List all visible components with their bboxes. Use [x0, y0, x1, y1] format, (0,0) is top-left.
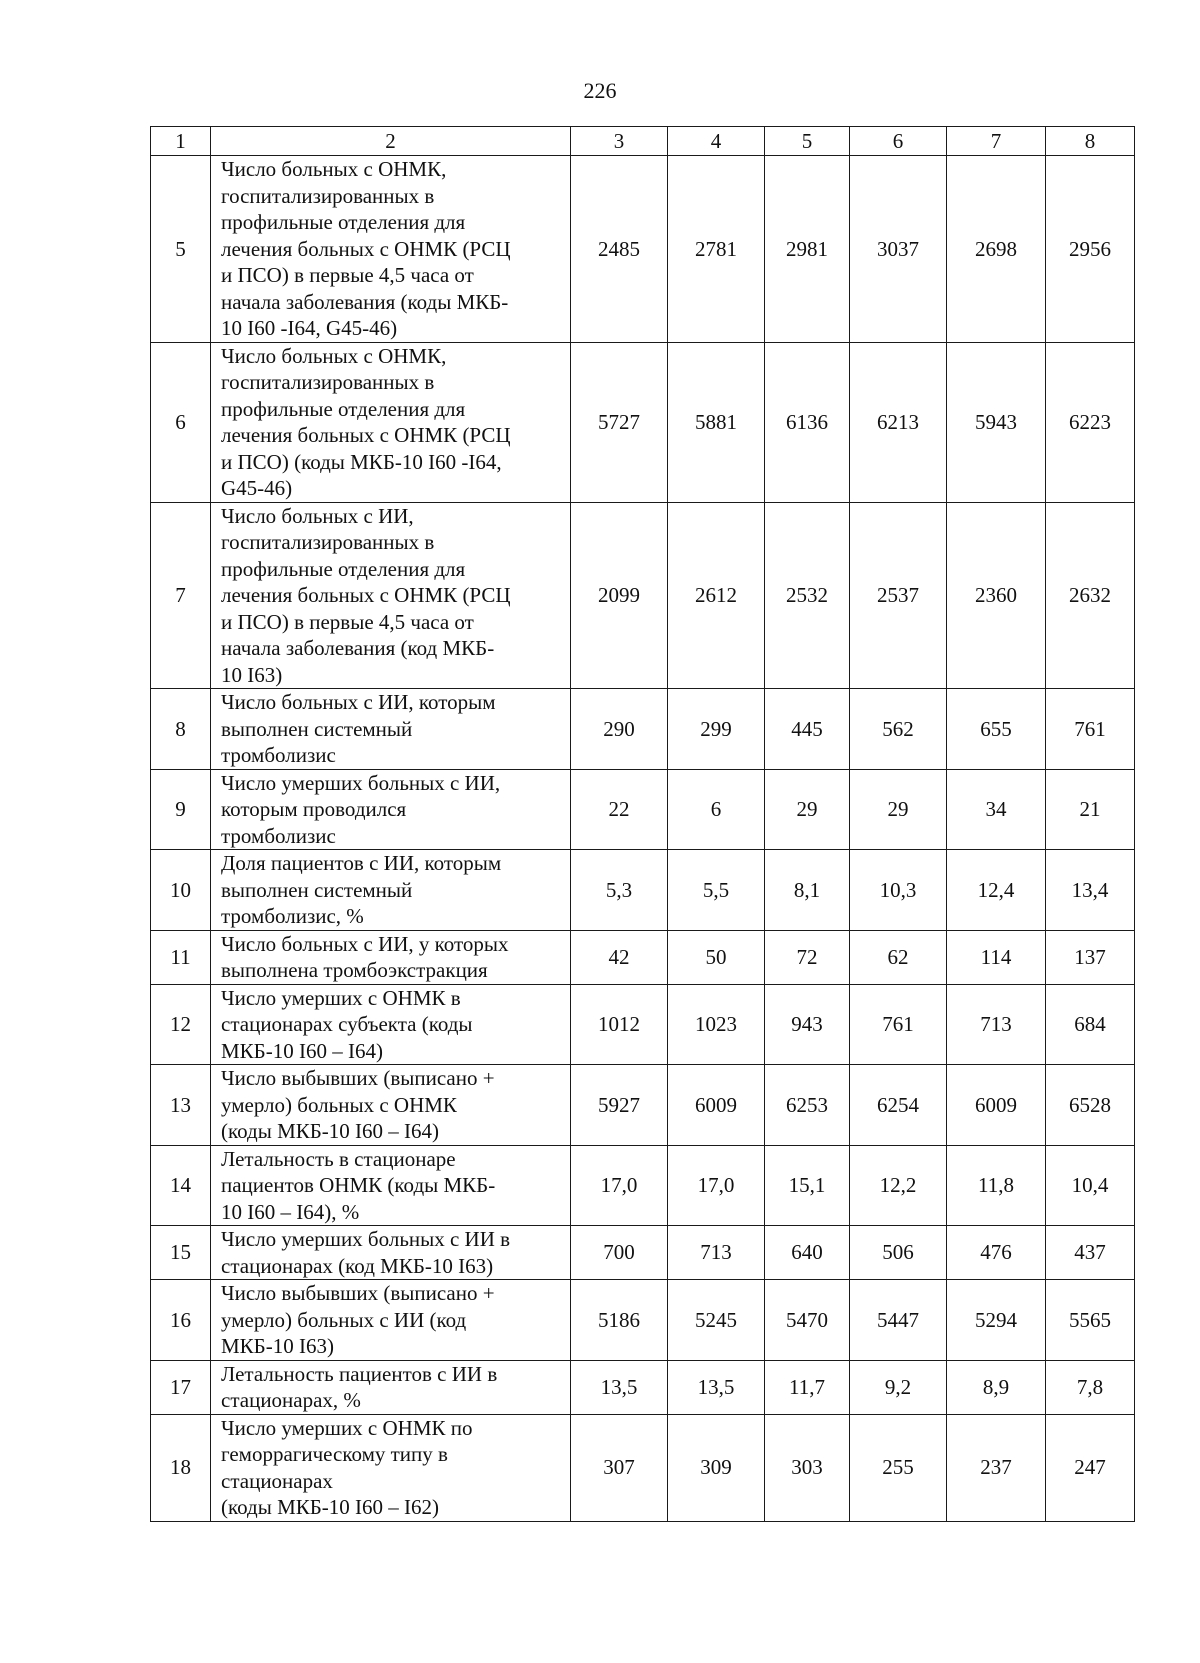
value-cell: 2956 — [1046, 156, 1135, 343]
description-line: профильные отделения для — [221, 556, 466, 581]
description-line: стационарах субъекта (коды — [221, 1012, 473, 1036]
row-number-cell: 7 — [151, 502, 211, 689]
header-cell: 1 — [151, 127, 211, 156]
description-line: стационарах, % — [221, 1388, 361, 1412]
row-number-cell: 13 — [151, 1065, 211, 1146]
value-cell: 255 — [850, 1414, 947, 1521]
table-row — [151, 1065, 1135, 1146]
value-cell: 5447 — [850, 1280, 947, 1361]
description-line: Число умерших с ОНМК по — [221, 1415, 473, 1440]
value-cell: 2612 — [668, 502, 765, 689]
value-cell: 713 — [947, 984, 1046, 1065]
table-row — [151, 930, 1135, 984]
description-line: умерло) больных с ИИ (код — [221, 1307, 467, 1332]
table-row — [151, 1414, 1135, 1521]
row-number-cell: 5 — [151, 156, 211, 343]
description-line: лечения больных с ОНМК (РСЦ — [221, 236, 511, 261]
value-cell: 17,0 — [571, 1145, 668, 1226]
description-line: 10 I60 -I64, G45-46) — [221, 316, 398, 340]
value-cell: 476 — [947, 1226, 1046, 1280]
value-cell: 9,2 — [850, 1360, 947, 1414]
value-cell: 13,5 — [571, 1360, 668, 1414]
row-number-cell: 10 — [151, 850, 211, 931]
value-cell: 6528 — [1046, 1065, 1135, 1146]
value-cell: 761 — [850, 984, 947, 1065]
row-number-cell: 8 — [151, 689, 211, 770]
value-cell: 2532 — [765, 502, 850, 689]
value-cell: 303 — [765, 1414, 850, 1521]
value-cell: 11,7 — [765, 1360, 850, 1414]
table-row — [151, 502, 1135, 689]
indicator-description-cell — [211, 1145, 571, 1226]
indicator-description-cell — [211, 502, 571, 689]
indicator-description-cell — [211, 1360, 571, 1414]
value-cell: 1023 — [668, 984, 765, 1065]
description-line: умерло) больных с ОНМК — [221, 1092, 457, 1117]
value-cell: 943 — [765, 984, 850, 1065]
page-number: 226 — [583, 78, 617, 103]
table-row — [151, 689, 1135, 770]
value-cell: 114 — [947, 930, 1046, 984]
row-number-cell: 17 — [151, 1360, 211, 1414]
description-line: (коды МКБ-10 I60 – I62) — [221, 1495, 440, 1519]
value-cell: 5294 — [947, 1280, 1046, 1361]
value-cell: 5186 — [571, 1280, 668, 1361]
value-cell: 13,4 — [1046, 850, 1135, 931]
value-cell: 2698 — [947, 156, 1046, 343]
description-line: выполнен системный — [221, 877, 413, 902]
value-cell: 309 — [668, 1414, 765, 1521]
value-cell: 562 — [850, 689, 947, 770]
value-cell: 2781 — [668, 156, 765, 343]
value-cell: 2981 — [765, 156, 850, 343]
indicator-description-cell — [211, 1226, 571, 1280]
value-cell: 6213 — [850, 342, 947, 502]
value-cell: 299 — [668, 689, 765, 770]
value-cell: 6009 — [668, 1065, 765, 1146]
indicator-description-cell — [211, 1414, 571, 1521]
value-cell: 237 — [947, 1414, 1046, 1521]
value-cell: 6136 — [765, 342, 850, 502]
description-line: Число больных с ОНМК, — [221, 343, 447, 368]
value-cell: 17,0 — [668, 1145, 765, 1226]
value-cell: 12,4 — [947, 850, 1046, 931]
value-cell: 8,1 — [765, 850, 850, 931]
value-cell: 62 — [850, 930, 947, 984]
table-row — [151, 984, 1135, 1065]
row-number-cell: 15 — [151, 1226, 211, 1280]
description-line: и ПСО) (коды МКБ-10 I60 -I64, — [221, 449, 502, 474]
value-cell: 5927 — [571, 1065, 668, 1146]
value-cell: 50 — [668, 930, 765, 984]
value-cell: 761 — [1046, 689, 1135, 770]
description-line: тромболизис — [221, 743, 336, 767]
value-cell: 2099 — [571, 502, 668, 689]
value-cell: 11,8 — [947, 1145, 1046, 1226]
value-cell: 3037 — [850, 156, 947, 343]
description-line: Число больных с ОНМК, — [221, 157, 447, 181]
row-number-cell: 16 — [151, 1280, 211, 1361]
description-line: МКБ-10 I63) — [221, 1334, 334, 1358]
value-cell: 5,3 — [571, 850, 668, 931]
value-cell: 7,8 — [1046, 1360, 1135, 1414]
value-cell: 2485 — [571, 156, 668, 343]
value-cell: 640 — [765, 1226, 850, 1280]
description-line: G45-46) — [221, 476, 293, 500]
value-cell: 5565 — [1046, 1280, 1135, 1361]
indicator-description-cell — [211, 156, 571, 343]
description-line: тромболизис, % — [221, 904, 364, 928]
table-body — [151, 127, 1135, 1522]
header-row — [151, 127, 1135, 156]
value-cell: 2632 — [1046, 502, 1135, 689]
description-line: геморрагическому типу в — [221, 1442, 448, 1466]
description-line: Доля пациентов с ИИ, которым — [221, 851, 502, 875]
value-cell: 29 — [765, 769, 850, 850]
value-cell: 1012 — [571, 984, 668, 1065]
description-line: начала заболевания (код МКБ- — [221, 636, 495, 660]
description-line: тромболизис — [221, 823, 336, 848]
value-cell: 700 — [571, 1226, 668, 1280]
description-line: и ПСО) в первые 4,5 часа от — [221, 263, 474, 287]
description-line: Число умерших с ОНМК в — [221, 985, 461, 1010]
description-line: профильные отделения для — [221, 396, 466, 421]
description-line: (коды МКБ-10 I60 – I64) — [221, 1119, 440, 1143]
description-line: стационарах (код МКБ-10 I63) — [221, 1253, 494, 1278]
description-line: выполнен системный — [221, 716, 413, 741]
header-cell: 2 — [211, 127, 571, 156]
description-line: Число больных с ИИ, у которых — [221, 931, 509, 956]
value-cell: 2360 — [947, 502, 1046, 689]
header-cell: 6 — [850, 127, 947, 156]
value-cell: 6253 — [765, 1065, 850, 1146]
description-line: и ПСО) в первые 4,5 часа от — [221, 609, 474, 634]
value-cell: 684 — [1046, 984, 1135, 1065]
table-row — [151, 1145, 1135, 1226]
description-line: госпитализированных в — [221, 530, 435, 554]
value-cell: 42 — [571, 930, 668, 984]
description-line: 10 I60 – I64), % — [221, 1199, 360, 1224]
description-line: начала заболевания (коды МКБ- — [221, 289, 509, 314]
table-row — [151, 769, 1135, 850]
value-cell: 29 — [850, 769, 947, 850]
value-cell: 506 — [850, 1226, 947, 1280]
value-cell: 5,5 — [668, 850, 765, 931]
table-row — [151, 1360, 1135, 1414]
description-line: МКБ-10 I60 – I64) — [221, 1038, 383, 1063]
row-number-cell: 18 — [151, 1414, 211, 1521]
header-cell: 3 — [571, 127, 668, 156]
indicator-description-cell — [211, 850, 571, 931]
value-cell: 10,4 — [1046, 1145, 1135, 1226]
table-row — [151, 156, 1135, 343]
description-line: стационарах — [221, 1468, 333, 1493]
indicator-description-cell — [211, 930, 571, 984]
value-cell: 437 — [1046, 1226, 1135, 1280]
value-cell: 6 — [668, 769, 765, 850]
description-line: Число выбывших (выписано + — [221, 1281, 495, 1305]
description-line: которым проводился — [221, 797, 407, 821]
value-cell: 5881 — [668, 342, 765, 502]
value-cell: 247 — [1046, 1414, 1135, 1521]
table-row — [151, 850, 1135, 931]
description-line: Летальность пациентов с ИИ в — [221, 1361, 498, 1386]
header-cell: 5 — [765, 127, 850, 156]
value-cell: 8,9 — [947, 1360, 1046, 1414]
value-cell: 34 — [947, 769, 1046, 850]
row-number-cell: 6 — [151, 342, 211, 502]
indicator-description-cell — [211, 769, 571, 850]
value-cell: 5470 — [765, 1280, 850, 1361]
value-cell: 5245 — [668, 1280, 765, 1361]
row-number-cell: 9 — [151, 769, 211, 850]
value-cell: 15,1 — [765, 1145, 850, 1226]
value-cell: 13,5 — [668, 1360, 765, 1414]
statistics-table — [150, 126, 1135, 1522]
value-cell: 21 — [1046, 769, 1135, 850]
value-cell: 6254 — [850, 1065, 947, 1146]
description-line: госпитализированных в — [221, 183, 435, 208]
header-cell: 4 — [668, 127, 765, 156]
value-cell: 10,3 — [850, 850, 947, 931]
description-line: Число умерших больных с ИИ, — [221, 770, 501, 795]
description-line: Число выбывших (выписано + — [221, 1066, 495, 1090]
value-cell: 2537 — [850, 502, 947, 689]
value-cell: 137 — [1046, 930, 1135, 984]
value-cell: 5943 — [947, 342, 1046, 502]
indicator-description-cell — [211, 1280, 571, 1361]
description-line: профильные отделения для — [221, 210, 466, 234]
table-row — [151, 342, 1135, 502]
value-cell: 6223 — [1046, 342, 1135, 502]
description-line: Число умерших больных с ИИ в — [221, 1227, 511, 1251]
value-cell: 12,2 — [850, 1145, 947, 1226]
row-number-cell: 12 — [151, 984, 211, 1065]
description-line: госпитализированных в — [221, 370, 435, 394]
description-line: 10 I63) — [221, 662, 283, 687]
value-cell: 290 — [571, 689, 668, 770]
row-number-cell: 14 — [151, 1145, 211, 1226]
description-line: Число больных с ИИ, — [221, 503, 414, 528]
indicator-description-cell — [211, 689, 571, 770]
value-cell: 5727 — [571, 342, 668, 502]
header-cell: 7 — [947, 127, 1046, 156]
table-row — [151, 1226, 1135, 1280]
description-line: Летальность в стационаре — [221, 1146, 456, 1171]
value-cell: 655 — [947, 689, 1046, 770]
description-line: лечения больных с ОНМК (РСЦ — [221, 583, 511, 607]
row-number-cell: 11 — [151, 930, 211, 984]
table-row — [151, 1280, 1135, 1361]
value-cell: 22 — [571, 769, 668, 850]
header-cell: 8 — [1046, 127, 1135, 156]
description-line: пациентов ОНМК (коды МКБ- — [221, 1173, 496, 1197]
indicator-description-cell — [211, 984, 571, 1065]
description-line: выполнена тромбоэкстракция — [221, 958, 488, 982]
value-cell: 307 — [571, 1414, 668, 1521]
indicator-description-cell — [211, 342, 571, 502]
value-cell: 6009 — [947, 1065, 1046, 1146]
description-line: лечения больных с ОНМК (РСЦ — [221, 423, 511, 447]
value-cell: 445 — [765, 689, 850, 770]
description-line: Число больных с ИИ, которым — [221, 690, 496, 714]
value-cell: 713 — [668, 1226, 765, 1280]
value-cell: 72 — [765, 930, 850, 984]
indicator-description-cell — [211, 1065, 571, 1146]
